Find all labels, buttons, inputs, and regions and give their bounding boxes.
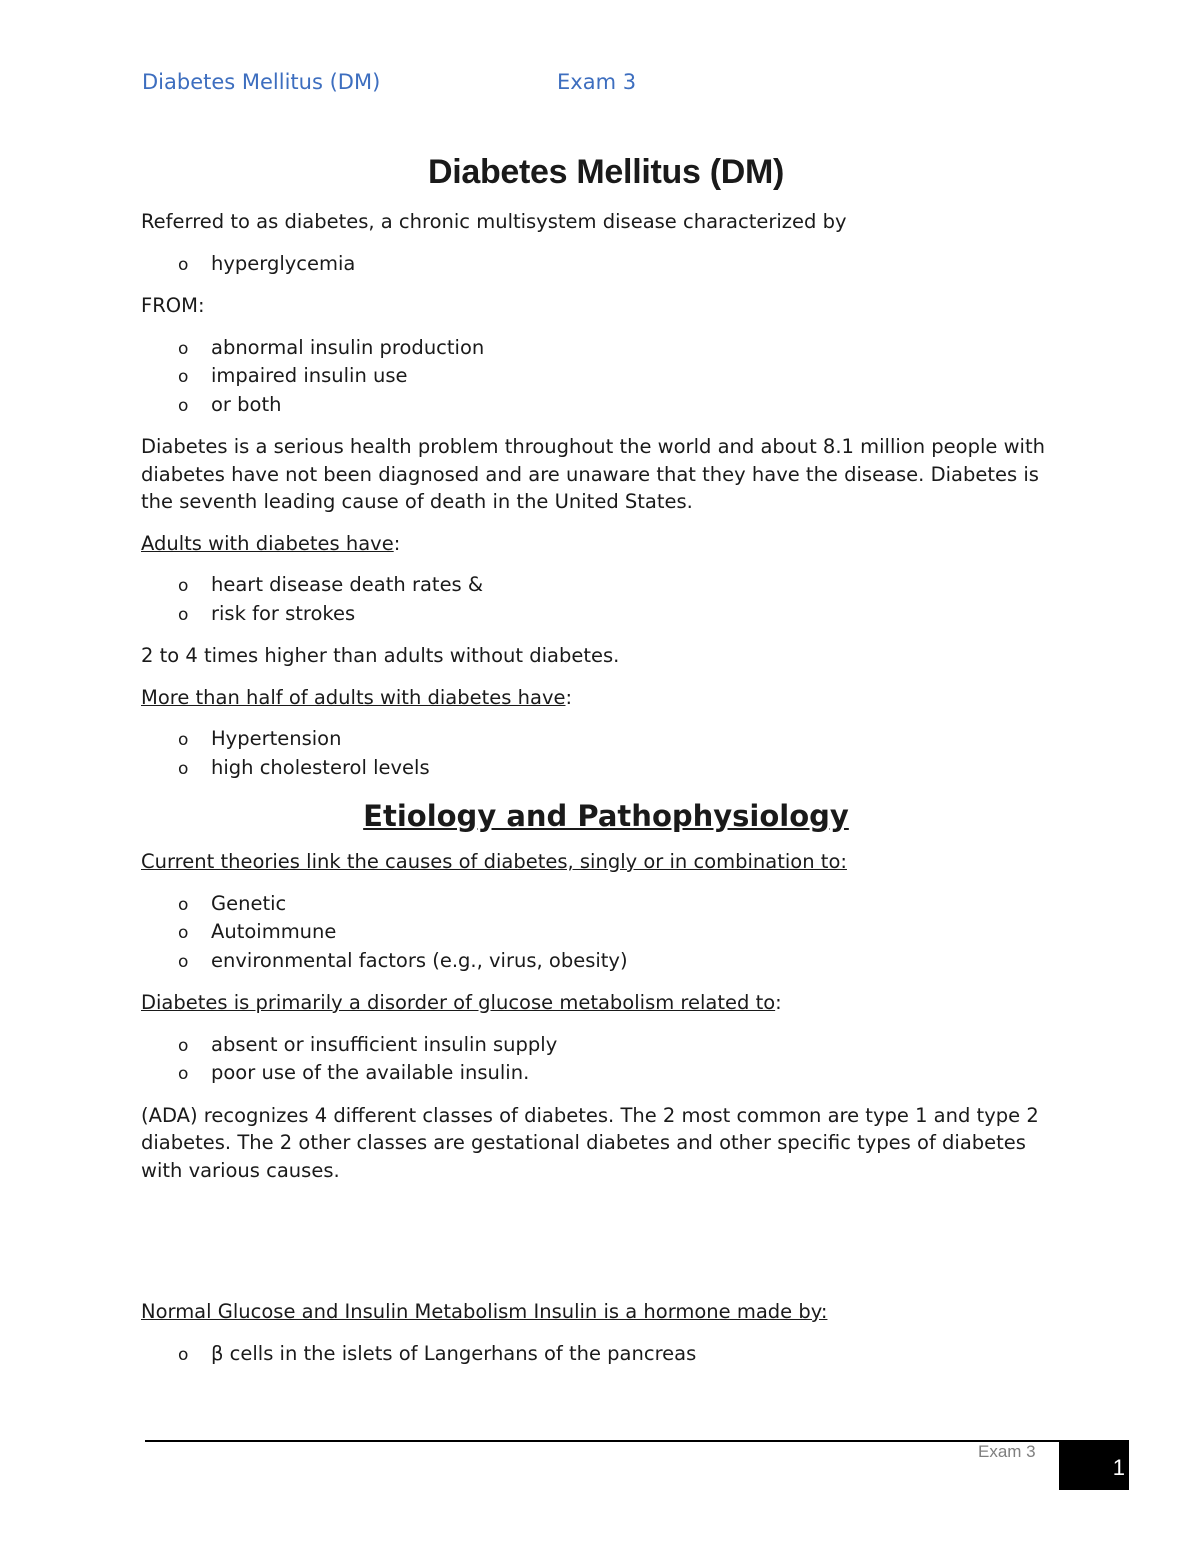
bullet-marker: o bbox=[178, 923, 189, 943]
bullet-marker: o bbox=[178, 338, 189, 359]
list-item: o environmental factors (e.g., virus, obesity) bbox=[141, 947, 1071, 976]
bullet-marker: o bbox=[178, 576, 189, 596]
disorder-bullet-list bbox=[141, 1031, 1071, 1088]
normal-metabolism-bullet-list bbox=[141, 1340, 1071, 1369]
from-label: FROM: bbox=[141, 294, 205, 317]
list-item: o impaired insulin use bbox=[141, 362, 1071, 391]
adults-heading: Adults with diabetes have: bbox=[141, 531, 401, 555]
header-course-title: Diabetes Mellitus (DM) bbox=[142, 70, 381, 94]
list-item: o or both bbox=[141, 391, 1071, 420]
bullet-marker: o bbox=[178, 395, 189, 416]
bullet-marker: o bbox=[178, 894, 189, 915]
times-higher-text: 2 to 4 times higher than adults without diabetes. bbox=[141, 644, 620, 667]
footer-divider bbox=[145, 1440, 1060, 1442]
ada-paragraph: (ADA) recognizes 4 different classes of diabetes. The 2 most common are type 1 and type 2 diabetes. The 2 other classes are gestational diabetes and other specific types of diabetes with various causes. bbox=[141, 1103, 1039, 1182]
bullet-marker: o bbox=[178, 758, 189, 779]
list-item: o β cells in the islets of Langerhans of the pancreas bbox=[141, 1340, 1071, 1369]
list-item: o Genetic bbox=[141, 890, 1071, 919]
bullet-marker: o bbox=[178, 1344, 189, 1365]
list-item: o hyperglycemia bbox=[141, 250, 1071, 279]
bullet-marker: o bbox=[178, 1064, 189, 1084]
list-item: o absent or insufficient insulin supply bbox=[141, 1031, 1071, 1060]
bullet-marker: o bbox=[178, 1035, 189, 1056]
from-bullet-list bbox=[141, 334, 1071, 420]
half-adults-heading: More than half of adults with diabetes have: bbox=[141, 685, 573, 709]
theories-heading: Current theories link the causes of diabetes, singly or in combination to: bbox=[141, 850, 847, 873]
bullet-marker: o bbox=[178, 604, 189, 625]
list-item: o Hypertension bbox=[141, 725, 1071, 754]
page-number-box bbox=[1059, 1440, 1129, 1490]
section-heading-etiology: Etiology and Pathophysiology bbox=[363, 799, 849, 833]
normal-metabolism-heading: Normal Glucose and Insulin Metabolism Insulin is a hormone made by: bbox=[141, 1300, 828, 1323]
footer-exam-label: Exam 3 bbox=[978, 1442, 1036, 1461]
list-item: o Autoimmune bbox=[141, 918, 1071, 947]
disorder-heading: Diabetes is primarily a disorder of glucose metabolism related to: bbox=[141, 991, 782, 1014]
list-item: o high cholesterol levels bbox=[141, 754, 1071, 783]
adults-bullet-list bbox=[141, 571, 1071, 628]
statistics-paragraph: Diabetes is a serious health problem throughout the world and about 8.1 million people with diabetes have not been diagnosed and are unaware that they have the disease. Diabetes is the seventh leading cause of death in the United States. bbox=[141, 435, 1045, 513]
blank-space bbox=[141, 1198, 1071, 1298]
intro-paragraph: Referred to as diabetes, a chronic multisystem disease characterized by bbox=[141, 210, 847, 233]
list-item: o risk for strokes bbox=[141, 600, 1071, 629]
document-body bbox=[141, 150, 1071, 1382]
bullet-marker: o bbox=[178, 951, 189, 972]
bullet-marker: o bbox=[178, 730, 189, 750]
bullet-marker: o bbox=[178, 367, 189, 387]
header-exam-label: Exam 3 bbox=[557, 70, 637, 94]
list-item: o heart disease death rates & bbox=[141, 571, 1071, 600]
page-number: 1 bbox=[1112, 1455, 1125, 1480]
intro-bullet-list bbox=[141, 250, 1071, 279]
list-item: o poor use of the available insulin. bbox=[141, 1059, 1071, 1088]
theories-bullet-list bbox=[141, 890, 1071, 976]
half-adults-bullet-list bbox=[141, 725, 1071, 782]
list-item: o abnormal insulin production bbox=[141, 334, 1071, 363]
page-title: Diabetes Mellitus (DM) bbox=[427, 153, 785, 191]
running-header bbox=[142, 70, 637, 94]
bullet-marker: o bbox=[178, 254, 189, 275]
